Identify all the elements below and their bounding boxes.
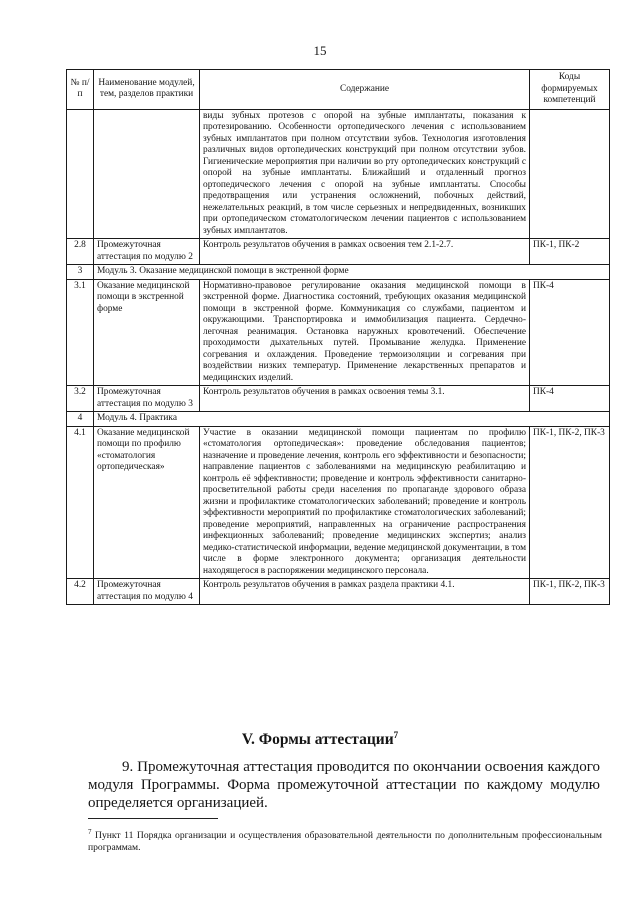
module-num: 3 (67, 265, 94, 280)
row-codes: ПК-4 (530, 279, 610, 386)
table-row (67, 279, 610, 386)
header-content: Содержание (200, 70, 530, 110)
curriculum-table (66, 69, 610, 605)
row-name: Промежуточная аттестация по модулю 4 (94, 579, 200, 605)
row-codes: ПК-4 (530, 386, 610, 412)
footnote-text: Пункт 11 Порядка организации и осуществления образовательной деятельности по дополнительным профессиональным программам. (88, 830, 602, 854)
row-name: Оказание медицинской помощи в экстренной форме (94, 279, 200, 386)
footnote-mark: 7 (88, 828, 92, 836)
table-row (67, 239, 610, 265)
row-num: 4.1 (67, 426, 94, 579)
row-content: Контроль результатов обучения в рамках раздела практики 4.1. (200, 579, 530, 605)
row-name: Промежуточная аттестация по модулю 2 (94, 239, 200, 265)
row-content: Участие в оказании медицинской помощи пациентам по профилю «стоматология ортопедическая»: проведение обследования пациентов; назначение и проведение лечения, контроль его эффективности и безопасности; направление пациентов с заболеваниями на медицинскую реабилитацию и контроль её эффективности; проведение и контроль эффективности санитарно-просветительной работы среди населения по пропаганде здорового образа жизни и профилактике стоматологических заболеваний; проведение и контроль эффективности мероприятий по профилактике стоматологических заболеваний; проведение мероприятий, направленных на ограничение распространения инфекционных заболеваний; проведение медицинских экспертиз; анализ медико-статистической информации, ведение медицинской документации, в том числе в форме электронного документа; организация деятельности находящегося в распоряжении медицинского персонала. (200, 426, 530, 579)
header-name: Наименование модулей, тем, разделов практики (94, 70, 200, 110)
table-row (67, 579, 610, 605)
row-name (94, 109, 200, 239)
table-row (67, 109, 610, 239)
row-codes: ПК-1, ПК-2, ПК-3 (530, 579, 610, 605)
footnote-reference: 7 (393, 730, 399, 740)
row-name: Промежуточная аттестация по модулю 3 (94, 386, 200, 412)
row-name: Оказание медицинской помощи по профилю «стоматология ортопедическая» (94, 426, 200, 579)
footnote (88, 826, 602, 854)
row-num: 3.1 (67, 279, 94, 386)
row-content: Контроль результатов обучения в рамках освоения тем 2.1-2.7. (200, 239, 530, 265)
row-codes (530, 109, 610, 239)
body-paragraph: 9. Промежуточная аттестация проводится по окончании освоения каждого модуля Программы. Форма промежуточной аттестации по каждому модулю определяется организацией. (88, 759, 600, 811)
table-row (67, 426, 610, 579)
page-number: 15 (313, 43, 327, 58)
module-title: Модуль 3. Оказание медицинской помощи в экстренной форме (94, 265, 610, 280)
footnote-divider (88, 818, 218, 819)
table-row (67, 386, 610, 412)
module-num: 4 (67, 412, 94, 427)
module-row (67, 412, 610, 427)
row-content: Нормативно-правовое регулирование оказания медицинской помощи в экстренной форме. Диагностика состояний, требующих оказания медицинской помощи в экстренной форме. Коммуникация со службами, пациентом и окружающими. Транспортировка и иммобилизация пациента. Сердечно-легочная реанимация. Остановка наружных кровотечений. Обеспечение проходимости дыхательных путей. Промывание желудка. Применение согревания и охлаждения. Проведение термоизоляции и согревания при воздействии низких температур. Применение лекарственных препаратов и медицинских изделий. (200, 279, 530, 386)
header-codes: Коды формируемых компетенций (530, 70, 610, 110)
row-num: 4.2 (67, 579, 94, 605)
row-num: 2.8 (67, 239, 94, 265)
row-content: Контроль результатов обучения в рамках освоения темы 3.1. (200, 386, 530, 412)
section-title-text: V. Формы аттестации (241, 731, 394, 749)
row-num: 3.2 (67, 386, 94, 412)
row-content: виды зубных протезов с опорой на зубные имплантаты, показания к протезированию. Особенности ортопедического лечения с использованием зубных имплантатов при полном отсутствии зубов. Технология изготовления различных видов ортопедических конструкций при полном отсутствии зубов. Гигиенические мероприятия при наличии во рту ортопедических конструкций с опорой на зубные имплантаты. Ближайший и отдаленный прогноз ортопедического лечения с опорой на зубные имплантаты. Способы предотвращения или устранения осложнений, побочных действий, нежелательных реакций, в том числе серьезных и непредвиденных, возникших при ортопедическом стоматологическом лечении пациентов с использованием зубных имплантатов. (200, 109, 530, 239)
module-title: Модуль 4. Практика (94, 412, 610, 427)
section-title (0, 730, 640, 749)
row-num (67, 109, 94, 239)
module-row (67, 265, 610, 280)
row-codes: ПК-1, ПК-2 (530, 239, 610, 265)
header-num: № п/п (67, 70, 94, 110)
row-codes: ПК-1, ПК-2, ПК-3 (530, 426, 610, 579)
table-header-row (67, 70, 610, 110)
